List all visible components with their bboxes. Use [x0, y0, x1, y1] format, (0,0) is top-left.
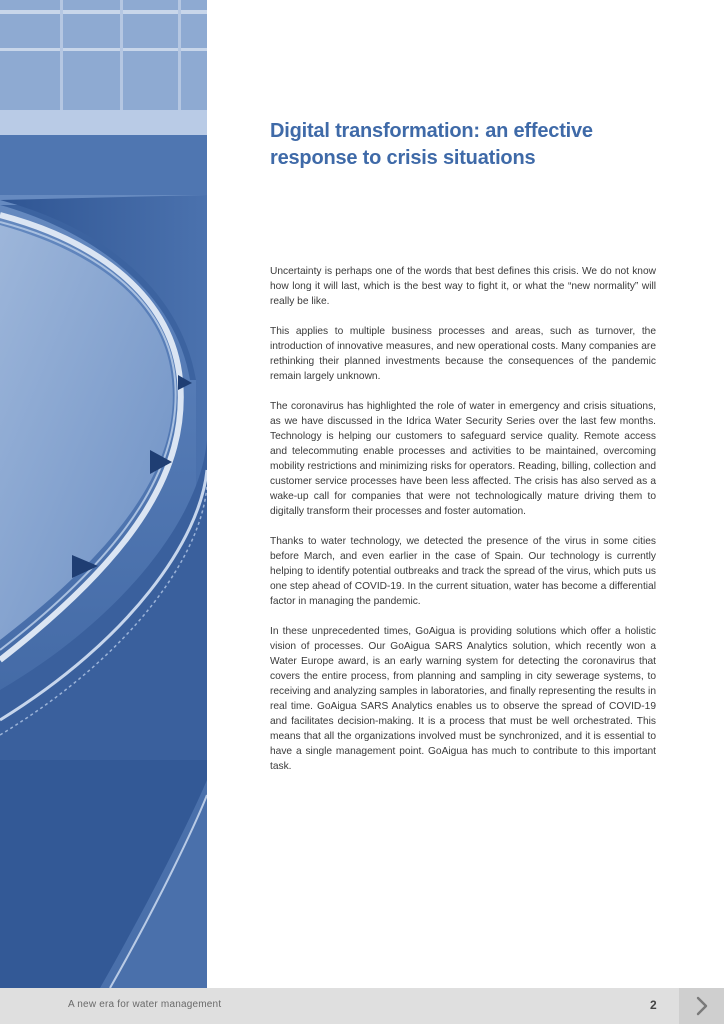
article-body: [270, 264, 656, 774]
article-content: [270, 118, 656, 789]
paragraph: In these unprecedented times, GoAigua is providing solutions which offer a holistic vision of processes. Our GoAigua SARS Analytics solution, which recently won a Water Europe award, is an early warning system for detecting the coronavirus that covers the entire process, from planning and sampling in city sewerage systems, to receiving and analyzing samples in laboratories, and finally representing the results in real time. GoAigua SARS Analytics enables us to observe the spread of COVID-19 and facilitates decision-making. It is a process that must be well orchestrated. This means that all the organizations involved must be synchronized, and it is essential to have a single management point. GoAigua has much to contribute to this important task.: [270, 626, 656, 772]
paragraph: This applies to multiple business processes and areas, such as turnover, the introduction of innovative measures, and new operational costs. Many companies are rethinking their planned investments because the consequences of the pandemic remain largely unknown.: [270, 326, 656, 382]
paragraph: Thanks to water technology, we detected the presence of the virus in some cities before March, and even earlier in the case of Spain. Our technology is currently helping to identify potential outbreaks and track the spread of the virus, which puts us one step ahead of COVID-19. In the current situation, water has become a differential factor in managing the pandemic.: [270, 536, 656, 607]
footer-title: A new era for water management: [68, 999, 222, 1010]
article-title: Digital transformation: an effective response to crisis situations: [270, 120, 593, 169]
chevron-right-icon: [695, 996, 709, 1016]
next-page-button[interactable]: [679, 988, 724, 1024]
paragraph: Uncertainty is perhaps one of the words that best defines this crisis. We do not know how long it will last, which is the best way to fight it, or what the “new normality” will really be like.: [270, 266, 656, 307]
page-number: 2: [650, 998, 657, 1012]
water-treatment-photo: [0, 0, 207, 988]
paragraph: The coronavirus has highlighted the role of water in emergency and crisis situations, as we have discussed in the Idrica Water Security Series over the last few months. Technology is helping our customers to safeguard service quality. Remote access and telecommuting enable processes and activities to be maintained, overcoming mobility restrictions and minimizing risks for operators. Reading, billing, collection and customer service processes have been less affected. The crisis has also served as a wake-up call for companies that were not technologically mature driving them to digitally transform their processes and foster automation.: [270, 401, 656, 517]
page-footer: [0, 988, 724, 1024]
